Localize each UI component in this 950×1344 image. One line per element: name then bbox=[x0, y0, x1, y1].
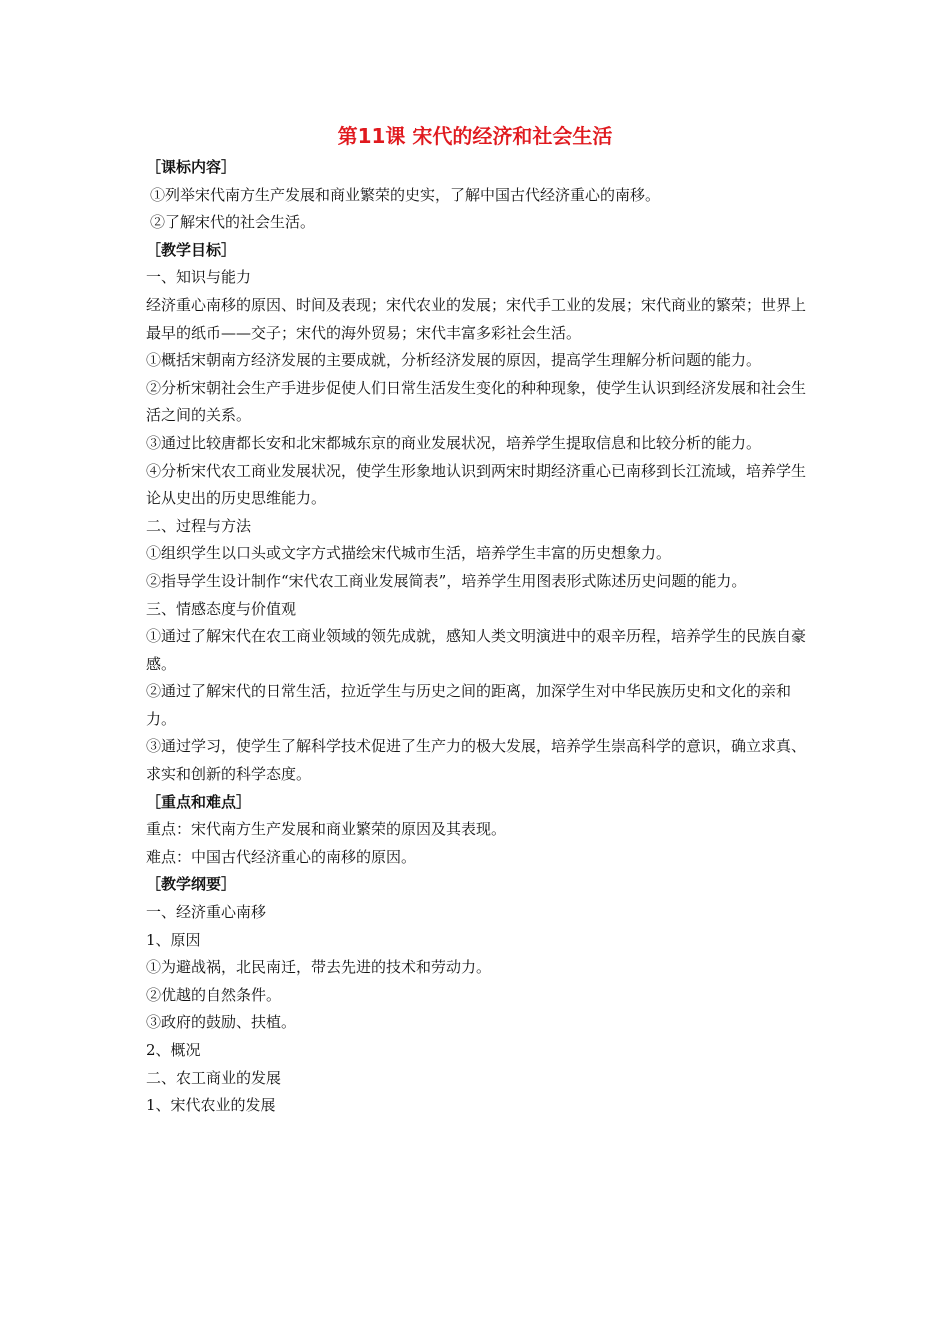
outline-subheading: 1、宋代农业的发展 bbox=[146, 1096, 276, 1115]
outline-subheading: 1、原因 bbox=[146, 930, 201, 949]
values-item: ②通过了解宋代的日常生活，拉近学生与历史之间的距离，加深学生对中华民族历史和文化的亲和力。 bbox=[146, 682, 792, 728]
focus-key: 重点：宋代南方生产发展和商业繁荣的原因及其表现。 bbox=[146, 820, 507, 839]
curriculum-heading: ［课标内容］ bbox=[146, 158, 237, 176]
knowledge-intro: 经济重心南移的原因、时间及表现；宋代农业的发展；宋代手工业的发展；宋代商业的繁荣；世界上最早的纸币——交子；宋代的海外贸易；宋代丰富多彩社会生活。 bbox=[146, 295, 807, 342]
process-item: ①组织学生以口头或文字方式描绘宋代城市生活，培养学生丰富的历史想象力。 bbox=[146, 544, 672, 563]
outline-section-heading: 一、经济重心南移 bbox=[146, 903, 267, 922]
page-title: 第11课 宋代的经济和社会生活 bbox=[337, 124, 613, 148]
knowledge-item: ④分析宋代农工商业发展状况，使学生形象地认识到两宋时期经济重心已南移到长江流域，培养学生论从史出的历史思维能力。 bbox=[146, 461, 807, 508]
focus-heading: ［重点和难点］ bbox=[146, 792, 252, 811]
outline-item: ③政府的鼓励、扶植。 bbox=[146, 1013, 297, 1032]
knowledge-heading: 一、知识与能力 bbox=[146, 268, 252, 287]
knowledge-item: ②分析宋朝社会生产手进步促使人们日常生活发生变化的种种现象，使学生认识到经济发展和社会生活之间的关系。 bbox=[146, 378, 807, 425]
outline-subheading: 2、概况 bbox=[146, 1041, 201, 1059]
process-item: ②指导学生设计制作“宋代农工商业发展简表”，培养学生用图表形式陈述历史问题的能力。 bbox=[146, 571, 747, 590]
focus-difficult: 难点：中国古代经济重心的南移的原因。 bbox=[146, 847, 417, 866]
goals-heading: ［教学目标］ bbox=[146, 240, 237, 259]
curriculum-item: ②了解宋代的社会生活。 bbox=[150, 213, 316, 232]
curriculum-item: ①列举宋代南方生产发展和商业繁荣的史实，了解中国古代经济重心的南移。 bbox=[150, 185, 661, 204]
outline-section-heading: 二、农工商业的发展 bbox=[146, 1068, 282, 1087]
process-heading: 二、过程与方法 bbox=[146, 516, 252, 535]
values-heading: 三、情感态度与价值观 bbox=[146, 599, 297, 618]
outline-item: ②优越的自然条件。 bbox=[146, 985, 282, 1004]
values-item: ①通过了解宋代在农工商业领域的领先成就，感知人类文明演进中的艰辛历程，培养学生的民族自豪感。 bbox=[146, 627, 807, 673]
values-item: ③通过学习，使学生了解科学技术促进了生产力的极大发展，培养学生崇高科学的意识，确立求真、求实和创新的科学态度。 bbox=[146, 737, 807, 784]
knowledge-item: ③通过比较唐都长安和北宋都城东京的商业发展状况，培养学生提取信息和比较分析的能力。 bbox=[146, 433, 762, 452]
knowledge-item: ①概括宋朝南方经济发展的主要成就，分析经济发展的原因，提高学生理解分析问题的能力。 bbox=[146, 351, 762, 370]
document-body bbox=[146, 154, 806, 1120]
outline-heading: ［教学纲要］ bbox=[146, 875, 237, 894]
outline-item: ①为避战祸，北民南迁，带去先进的技术和劳动力。 bbox=[146, 958, 492, 977]
